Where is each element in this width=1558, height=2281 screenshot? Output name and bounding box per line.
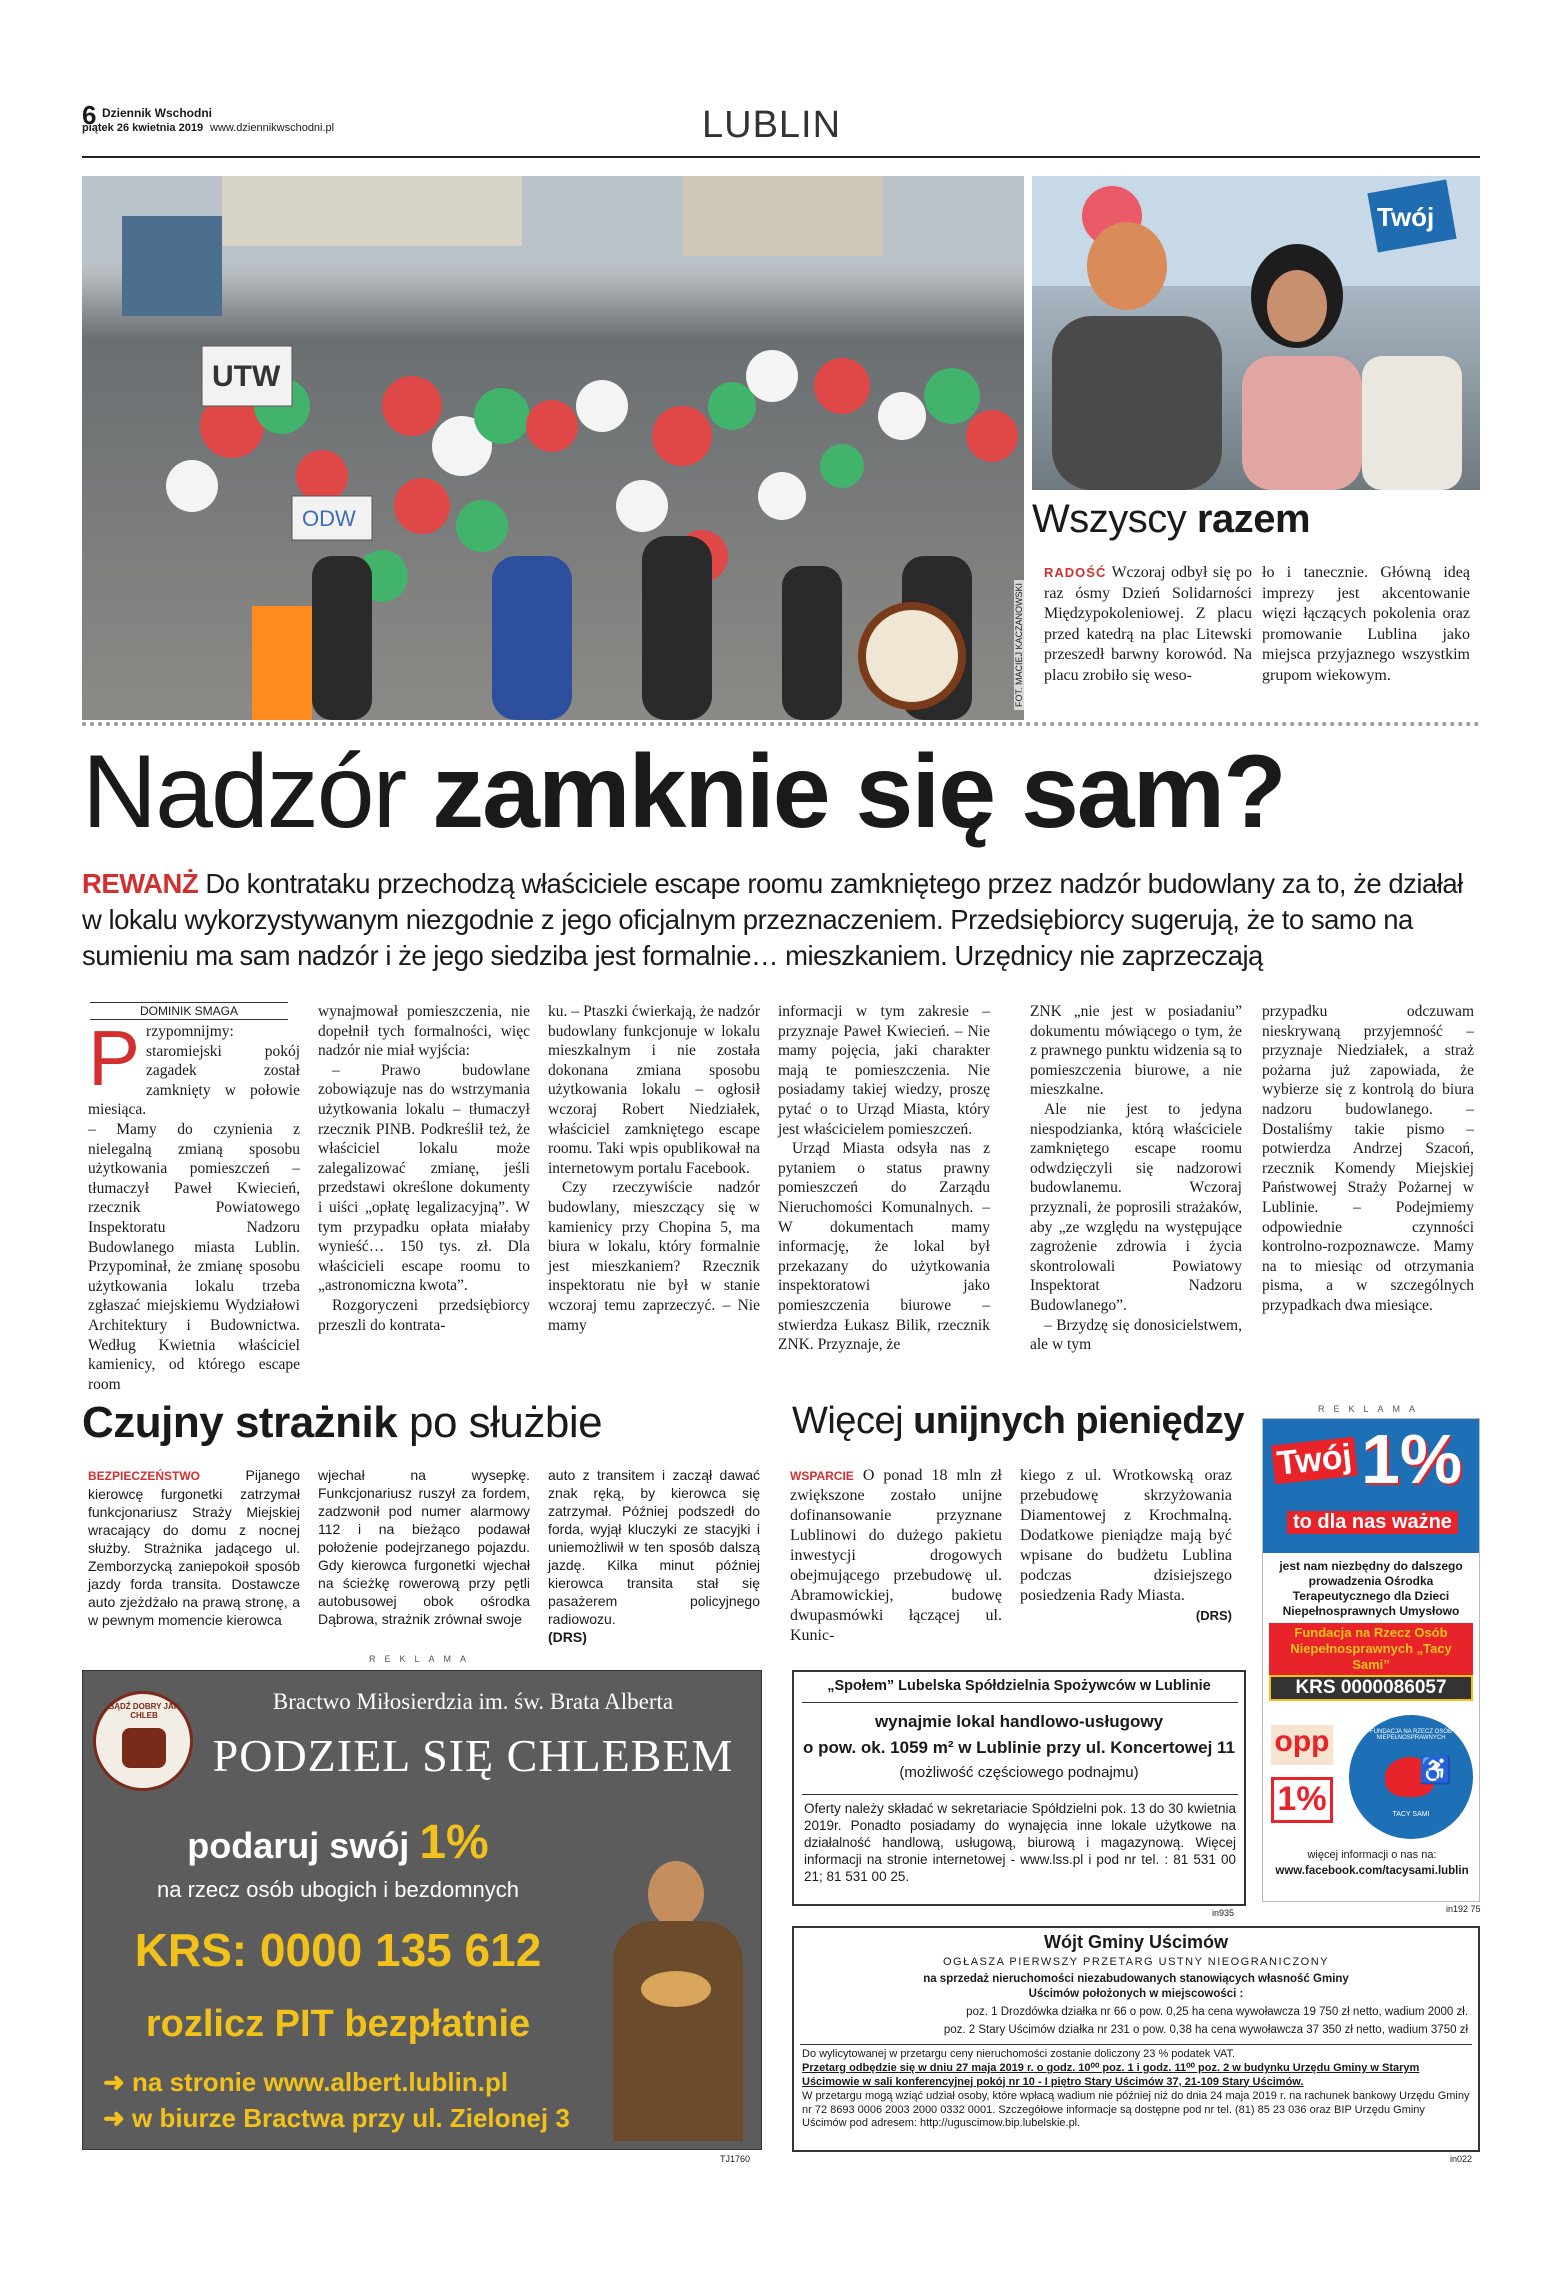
main-col6-text: przypadku odczuwam nieskrywaną przyjemność – przyznaje Niedziałek, a straż pożarna już zapowiada, że wybierze się z kontrolą do biura nadzoru budowlanego. – Dostaliśmy takie pismo – potwierdza Andrzej Szacoń, rzecznik Komendy Miejskiej Państwowej Straży Pożarnej w Lublinie. – Podejmiemy odpowiednie czynności kontrolno-rozpoznawcze. Mamy na to miesiąc od otrzymania pisma, a w szczególnych przypadkach dwa miesiące. xyxy=(1262,1003,1474,1314)
svg-text:Twój: Twój xyxy=(1377,202,1435,232)
guard-signature: (DRS) xyxy=(548,1629,587,1645)
spolem-divider xyxy=(802,1702,1238,1703)
main-col2-c: Rozgoryczeni przedsiębiorcy przeszli do kontrata- xyxy=(318,1296,530,1334)
albert-seal xyxy=(93,1691,193,1791)
eu-text1: O ponad 18 mln zł zwiększone zostało unijne dofinansowanie przyznane Lublinowi do dużego pakietu inwestycji drogowych obejmującego przebudowę ul. Abramowickiej, budowę dwupasmówki łączącej ul. Kunic- xyxy=(790,1467,1003,1644)
main-col3 xyxy=(548,1002,760,1335)
eu-col1 xyxy=(790,1466,1002,1646)
bread-loaf-icon xyxy=(641,1971,711,2007)
guard-headline-light: po służbie xyxy=(408,1398,603,1447)
parade-photo xyxy=(82,176,1024,720)
main-kicker: REWANŻ xyxy=(82,868,199,899)
ad-label-1: REKLAMA xyxy=(368,1654,475,1664)
guard-col3 xyxy=(548,1466,760,1646)
spolem-ad[interactable] xyxy=(792,1670,1246,1906)
wojt-code: in022 xyxy=(1450,2154,1473,2164)
guard-kicker: BEZPIECZEŃSTWO xyxy=(88,1469,201,1483)
tacy-fund: Fundacja na Rzecz Osób Niepełnosprawnych „Tacy Sami” xyxy=(1269,1623,1473,1675)
masthead xyxy=(82,100,1480,158)
albert-office: ➜ w biurze Bractwa przy ul. Zielonej 3 xyxy=(103,2103,570,2133)
wojt-rest: W przetargu mogą wziąć udział osoby, które wpłacą wadium nie później niż do dnia 24 maja 2019 r. na rachunek bankowy Urzędu Gminy nr 72 8693 0006 2003 2000 0332 0001. Szczegółowe informacje są dostępne pod nr tel. (81) 85 23 036 oraz BIP Urzędu Gminy Uścimów pod adresem: http://uguscimow.bip.lubelskie.pl. xyxy=(802,2090,1470,2129)
eu-headline xyxy=(792,1400,1244,1443)
main-lead xyxy=(82,866,1480,974)
spolem-code: in935 xyxy=(1212,1908,1235,1918)
main-col2-a: wynajmował pomieszczenia, nie dopełnił tych formalności, więc nadzór nie miał wyjścia: xyxy=(318,1003,530,1060)
tacy-opp: opp xyxy=(1271,1725,1333,1765)
top-story-headline xyxy=(1032,497,1310,542)
albert-give xyxy=(113,1815,563,1870)
section-title: LUBLIN xyxy=(702,104,842,146)
utw-sign: UTW xyxy=(212,360,281,393)
wojt-pos1: poz. 1 Drozdówka działka nr 66 o pow. 0,25 ha cena wywoławcza 19 750 zł netto, wadium 2000 zł. xyxy=(966,2006,1468,2018)
wojt-title: Wójt Gminy Uścimów xyxy=(1043,1932,1229,1952)
tacy-slogan: to dla nas ważne xyxy=(1287,1511,1458,1534)
issue-date: piątek 26 kwietnia 2019 xyxy=(82,122,204,134)
spolem-offer2: o pow. ok. 1059 m² w Lublinie przy ul. Koncertowej 11 xyxy=(802,1738,1235,1757)
eu-headline-bold: unijnych pieniędzy xyxy=(913,1400,1245,1442)
top-story-text2: ło i tanecznie. Główną ideą imprezy jest akcentowanie więzi łączących pokolenia oraz promowanie Lublina jako miejsca przyjaznego wszystkim grupom wiekowym. xyxy=(1262,564,1470,684)
albert-pit: rozlicz PIT bezpłatnie xyxy=(145,2003,531,2045)
tacy-logo-text: FUNDACJA NA RZECZ OSÓB NIEPEŁNOSPRAWNYCH xyxy=(1369,1729,1452,1741)
spolem-divider2 xyxy=(802,1794,1238,1795)
ad-label-2: REKLAMA xyxy=(1317,1404,1424,1414)
spolem-body: Oferty należy składać w sekretariacie Spółdzielni pok. 13 do 30 kwietnia 2019r. Ponadto posiadamy do wynajęcia inne lokale użytkowe na działalność handlową, usługową, biurową i magazynową. Więcej informacji na stronie internetowej - www.lss.pl i pod nr tel. : 81 531 00 21; 81 531 00 25. xyxy=(804,1801,1236,1884)
page-number: 6 xyxy=(82,100,97,130)
paper-url[interactable]: www.dziennikwschodni.pl xyxy=(210,122,335,134)
tacy-info: więcej informacji o nas na: xyxy=(1307,1849,1437,1861)
guard-col2 xyxy=(318,1466,530,1628)
dancing-women-photo xyxy=(1032,176,1480,490)
spolem-offer3: (możliwość częściowego podnajmu) xyxy=(899,1764,1139,1781)
main-col5 xyxy=(1030,1002,1242,1355)
tacy-sami-ad[interactable] xyxy=(1262,1418,1480,1902)
eu-text2: kiego z ul. Wrotkowską oraz przebudowę skrzyżowania Diamentowej z Krochmalną. Dodatkowe pieniądze mają być wpisane do budżetu Lublina podczas dzisiejszego posiedzenia Rady Miasta. xyxy=(1020,1467,1232,1604)
dotted-divider xyxy=(82,722,1480,726)
tacy-logo xyxy=(1349,1715,1473,1839)
main-lead-text: Do kontrataku przechodzą właściciele escape roomu zamkniętego przez nadzór budowlany za to, że działał w lokalu wykorzystywanym niezgodnie z jego oficjalnym przeznaczeniem. Przedsiębiorcy sugerują, że to samo na sumieniu ma sam nadzór i że jego siedziba jest formalnie… mieszkaniem. Urzędnicy nie zaprzeczają xyxy=(82,868,1463,971)
wojt-when: Przetarg odbędzie się w dniu 27 maja 2019 r. o godz. 10⁰⁰ poz. 1 i godz. 11⁰⁰ poz. 2 w budynku Urzędu Gminy w Starym Uścimowie w sali konferencyjnej pokój nr 10 - I piętro Stary Uścimów 37, 21-109 Stary Uścimów. xyxy=(802,2062,1420,2088)
wojt-divider xyxy=(800,2044,1472,2045)
byline: DOMINIK SMAGA xyxy=(90,1002,288,1020)
wojt-ad[interactable] xyxy=(792,1926,1480,2152)
saint-head xyxy=(648,1861,704,1927)
albert-seal-text: BĄDŹ DOBRY JAK CHLEB xyxy=(108,1702,180,1720)
main-col3-a: ku. – Ptaszki ćwierkają, że nadzór budowlany funkcjonuje w lokalu mieszkalnym i nie została dokonana zmiana sposobu użytkowania lokalu – ogłosił wczoraj Robert Niedziałek, właściciel zamkniętego escape roomu. Taki wpis opublikował na internetowym portalu Facebook. xyxy=(548,1003,760,1177)
top-story-col1 xyxy=(1044,563,1252,686)
tacy-krs: KRS 0000086057 xyxy=(1269,1675,1473,1701)
guard-col1 xyxy=(88,1466,300,1629)
albert-ad[interactable] xyxy=(82,1670,762,2150)
tacy-pct: 1% xyxy=(1361,1420,1463,1498)
main-headline-light: Nadzór xyxy=(82,734,406,850)
dropcap: P xyxy=(88,1014,141,1102)
albert-give-pct: 1% xyxy=(419,1816,489,1869)
albert-code: TJ1760 xyxy=(720,2154,751,2164)
main-col3-b: Czy rzeczywiście nadzór budowlany, mieszczący się w kamienicy przy Chopina 5, ma biura w lokalu, który formalnie jest mieszkaniem? Rzecznik inspektoratu nie był w stanie wczoraj temu zaprzeczyć. – Nie mamy xyxy=(548,1179,760,1334)
saint-figure xyxy=(613,1861,743,2141)
guard-headline-bold: Czujny strażnik xyxy=(82,1398,398,1447)
saint-robe xyxy=(613,1921,743,2141)
eu-headline-light: Więcej xyxy=(792,1400,904,1442)
wheelchair-icon: ♿ xyxy=(1419,1755,1452,1785)
wojt-intro: na sprzedaż nieruchomości niezabudowanych stanowiących własność Gminy Uścimów położonych w miejscowości : xyxy=(923,1973,1349,2000)
main-headline-bold: zamknie się sam? xyxy=(432,734,1285,850)
main-col2-b: – Prawo budowlane zobowiązuje nas do wstrzymania użytkowania lokalu – tłumaczył rzecznik PINB. Podkreślił też, że właściciel lokalu może zalegalizować zmianę, jeśli przedstawi określone dokumenty i uiści „opłatę legalizacyjną”. W tym przypadku opłata miałaby wynieść… 150 tys. zł. Dla właścicieli escape roomu to „astronomiczna kwota”. xyxy=(318,1061,530,1295)
tacy-pct-small: 1% xyxy=(1271,1777,1333,1823)
main-col1-first: rzypomnijmy: staromiejski pokój zagadek został zamknięty w połowie miesiąca. xyxy=(88,1023,300,1119)
guard-text3: auto z transitem i zaczął dawać znak ręką, by kierowca się zatrzymał. Później podszedł do forda, wyjął kluczyki ze stacyjki i uniemożliwił w ten sposób dalszą jazdę. Kilka minut później kierowca transita stał się pasażerem policyjnego radiowozu. xyxy=(548,1467,760,1627)
guard-text2: wjechał na wysepkę. Funkcjonariusz ruszył za fordem, zadzwonił pod numer alarmowy 112 i na bieżąco podawał położenie podejrzanego pojazdu. Gdy kierowca furgonetki wjechał na ścieżkę rowerową przy pętli autobusowej obok ośrodka Dąbrowa, strażnik zrównał swoje xyxy=(318,1467,530,1627)
main-col2 xyxy=(318,1002,530,1335)
guard-text1: Pijanego kierowcę furgonetki zatrzymał funkcjonariusz Straży Miejskiej wracający do domu z nocnej służby. Strażnika jadącego ul. Zemborzycką zaniepokoił sposób jazdy forda transita. Dostawcze auto zjeżdżało na prawą stronę, a w pewnym momencie kierowca xyxy=(88,1467,300,1628)
spolem-title: „Społem” Lubelska Spółdzielnia Spożywców w Lublinie xyxy=(827,1678,1211,1694)
photo-credit: FOT. MACIEJ KACZANOWSKI xyxy=(1014,580,1024,710)
albert-for-whom: na rzecz osób ubogich i bezdomnych xyxy=(157,1877,519,1902)
eu-col2 xyxy=(1020,1466,1232,1626)
tacy-code: in192 75 xyxy=(1446,1904,1481,1914)
main-headline xyxy=(82,732,1480,852)
eu-signature: (DRS) xyxy=(1195,1608,1232,1623)
main-col1 xyxy=(88,1014,300,1394)
main-col5-c: – Brzydzę się donosicielstwem, ale w tym xyxy=(1030,1316,1242,1354)
top-story-col2 xyxy=(1262,563,1470,686)
guard-headline xyxy=(82,1398,602,1448)
main-col1-rest: – Mamy do czynienia z nielegalną zmianą sposobu użytkowania pomieszczeń – tłumaczył Paweł Kwiecień, rzecznik Powiatowego Inspektoratu Nadzoru Budowlanego miasta Lublin. Przypominał, że zmianę sposobu użytkowania lokalu trzeba zgłaszać miejskiemu Wydziałowi Architektury i Budownictwa. Według Kwietnia właściciel kamienicy, od którego escape room xyxy=(88,1120,300,1393)
dancing-illustration xyxy=(1032,176,1480,490)
main-col6 xyxy=(1262,1002,1474,1316)
albert-give-a: podaruj swój xyxy=(187,1825,410,1866)
parade-illustration xyxy=(82,176,1024,720)
main-col5-a: ZNK „nie jest w posiadaniu” dokumentu mówiącego o tym, że z prawnego punktu widzenia są to pomieszczenia biurowe, a nie mieszkalne. xyxy=(1030,1003,1242,1099)
albert-org: Bractwo Miłosierdzia im. św. Brata Alberta xyxy=(272,1689,674,1714)
albert-web[interactable]: ➜ na stronie www.albert.lublin.pl xyxy=(103,2067,509,2097)
top-story-headline-bold: razem xyxy=(1196,497,1311,541)
main-col4-b: Urząd Miasta odsyła nas z pytaniem o status prawny pomieszczeń do Zarządu Nieruchomości Komunalnych. – W dokumentach mamy informację, że lokal był przekazany do użytkowania inspektoratowi jako pomieszczenia biurowe – stwierdza Łukasz Bilik, rzecznik ZNK. Przyznaje, że xyxy=(778,1140,990,1354)
wojt-vat: Do wylicytowanej w przetargu ceny nieruchomości zostanie doliczony 23 % podatek VAT. xyxy=(802,2048,1236,2060)
spolem-offer1: wynajmie lokal handlowo-usługowy xyxy=(874,1712,1164,1731)
wojt-sub: OGŁASZA PIERWSZY PRZETARG USTNY NIEOGRANICZONY xyxy=(942,1956,1330,1968)
wojt-pos2: poz. 2 Stary Uścimów działka nr 231 o pow. 0,38 ha cena wywoławcza 37 350 zł netto, wadium 3750 zł xyxy=(943,2024,1468,2036)
tacy-need: jest nam niezbędny do dalszego prowadzenia Ośrodka Terapeutycznego dla Dzieci Niepełnosprawnych Umysłowo xyxy=(1279,1559,1463,1618)
top-story-headline-light: Wszyscy xyxy=(1032,497,1187,541)
top-story-text1: Wczoraj odbył się po raz ósmy Dzień Solidarności Międzypokoleniowej. Z placu przed katedrą na plac Litewski przeszedł barwny korowód. Na placu zrobiło się weso- xyxy=(1044,564,1252,684)
albert-krs: KRS: 0000 135 612 xyxy=(134,1924,542,1976)
albert-title: PODZIEL SIĘ CHLEBEM xyxy=(212,1730,734,1781)
main-col5-b: Ale nie jest to jedyna niespodzianka, którą właściciele zamkniętego escape roomu odwdzięczyli się nadzorowi budowlanemu. Wczoraj przyznali, że poprosili strażaków, aby „ze względu na występujące zagrożenie zdrowia i życia skontrolowali Powiatowy Inspektorat Nadzoru Budowlanego”. xyxy=(1030,1100,1242,1314)
tacy-twoj: Twój xyxy=(1271,1437,1358,1484)
tacy-top xyxy=(1263,1419,1479,1553)
bread-icon xyxy=(122,1728,166,1768)
main-col4 xyxy=(778,1002,990,1355)
tacy-fb[interactable]: www.facebook.com/tacysami.lublin xyxy=(1275,1865,1469,1877)
tacy-logo-name: TACY SAMI xyxy=(1392,1811,1430,1818)
main-col4-a: informacji w tym zakresie – przyznaje Paweł Kwiecień. – Nie mamy pojęcia, jaki charakter mają te pomieszczenia. Nie posiadamy takiej wiedzy, proszę pytać o to Urząd Miasta, który jest właścicielem pomieszczeń. xyxy=(778,1003,990,1138)
odw-sign: ODW xyxy=(302,506,356,531)
paper-name: Dziennik Wschodni xyxy=(102,106,213,120)
top-story-kicker: RADOŚĆ xyxy=(1044,565,1107,580)
eu-kicker: WSPARCIE xyxy=(790,1469,854,1483)
